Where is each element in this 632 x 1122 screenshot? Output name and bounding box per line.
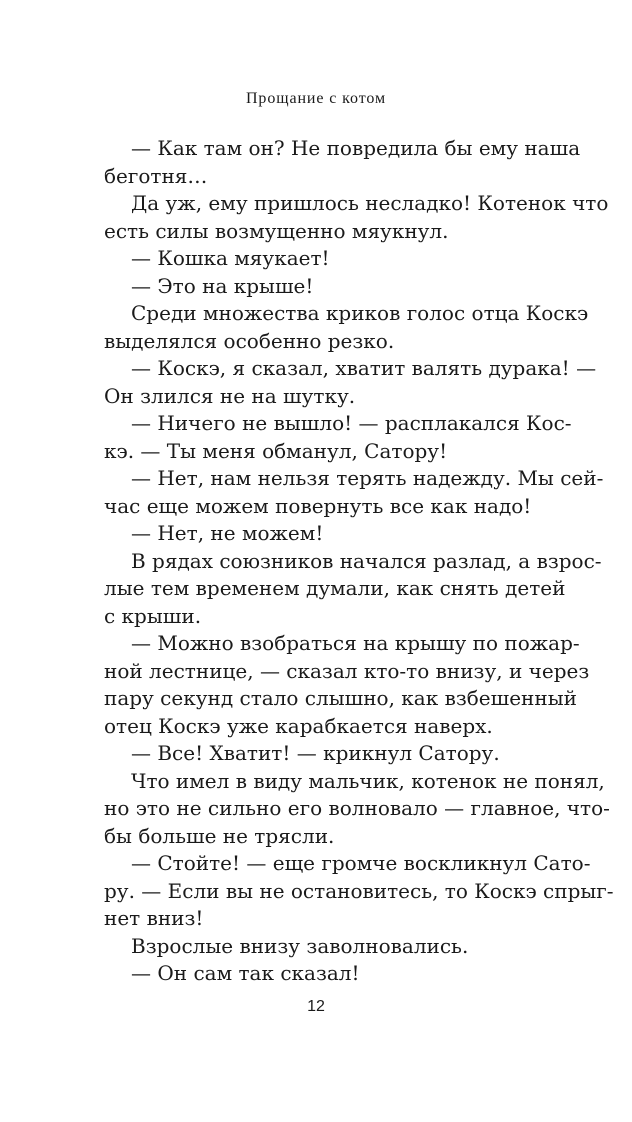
text-line: Среди множества криков голос отца Коскэ (131, 301, 589, 325)
text-line: — Кошка мяукает! (131, 246, 330, 270)
body-text (104, 135, 614, 988)
text-line: с крыши. (104, 603, 202, 628)
text-line: бы больше не трясли. (104, 823, 335, 848)
text-line: — Это на крыше! (131, 273, 314, 298)
text-line: — Можно взобраться на крышу по пожар- (131, 631, 580, 655)
text-line: — Ничего не вышло! — расплакался Кос- (131, 411, 572, 435)
text-line: — Нет, не можем! (131, 521, 324, 545)
page-number: 12 (307, 998, 325, 1015)
text-line: — Как там он? Не повредила бы ему наша (131, 136, 581, 160)
text-line: Да уж, ему пришлось несладко! Котенок что (131, 191, 609, 215)
running-head: Прощание с котом (245, 90, 387, 107)
text-line: Взрослые внизу заволновались. (131, 933, 469, 958)
text-line: — Все! Хватит! — крикнул Сатору. (131, 741, 500, 765)
text-line: Он злился не на шутку. (104, 383, 356, 408)
text-line: ной лестнице, — сказал кто-то внизу, и через (104, 658, 590, 683)
text-line: ру. — Если вы не остановитесь, то Коскэ спрыг- (104, 878, 614, 903)
text-line: пару секунд стало слышно, как взбешенный (104, 686, 577, 710)
text-line: Что имел в виду мальчик, котенок не понял, (131, 768, 605, 793)
text-line: час еще можем повернуть все как надо! (104, 493, 532, 518)
text-line: — Нет, нам нельзя терять надежду. Мы сей- (131, 466, 604, 490)
text-line: В рядах союзников начался разлад, а взрос- (131, 548, 602, 573)
text-line: беготня… (104, 163, 208, 188)
text-line: — Он сам так сказал! (131, 961, 360, 985)
text-line: лые тем временем думали, как снять детей (104, 576, 566, 600)
text-line: выделялся особенно резко. (104, 328, 395, 353)
text-line: — Стойте! — еще громче воскликнул Сато- (131, 851, 591, 875)
text-line: кэ. — Ты меня обманул, Сатору! (104, 438, 448, 463)
text-line: нет вниз! (104, 906, 204, 930)
text-line: но это не сильно его волновало — главное, что- (104, 796, 610, 820)
text-line: — Коскэ, я сказал, хватит валять дурака! — (131, 356, 597, 380)
text-line: есть силы возмущенно мяукнул. (104, 218, 449, 243)
text-line: отец Коскэ уже карабкается наверх. (104, 713, 493, 738)
